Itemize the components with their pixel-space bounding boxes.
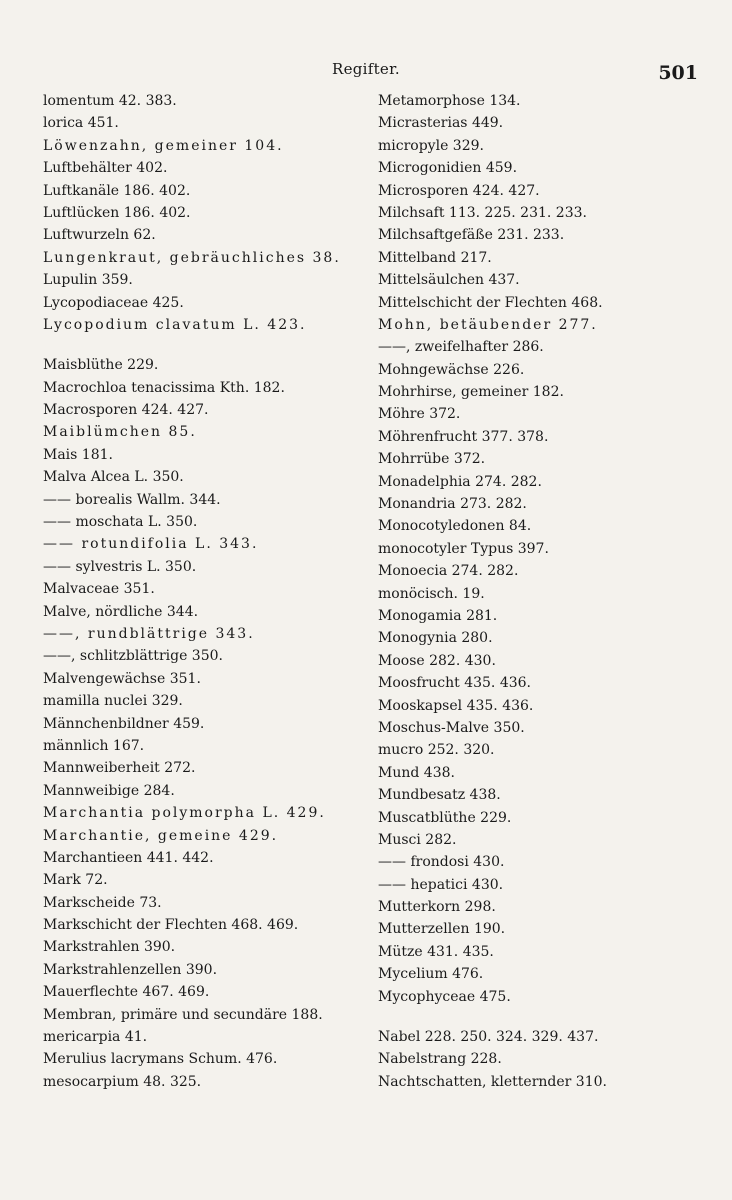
index-entry: —— sylvestris L. 350. <box>43 558 197 575</box>
index-entry: Moschus-Malve 350. <box>378 719 525 736</box>
index-entry: ——, zweifelhafter 286. <box>378 339 544 356</box>
index-entry: mamilla nuclei 329. <box>43 693 183 710</box>
index-entry: Mohrhirse, gemeiner 182. <box>378 384 564 401</box>
index-entry: lomentum 42. 383. <box>43 93 177 109</box>
index-entry: Monadelphia 274. 282. <box>378 473 542 490</box>
index-entry: Mannweiberheit 272. <box>43 760 196 777</box>
right-index-column <box>378 90 703 1093</box>
index-entry: Mutterzellen 190. <box>378 921 506 938</box>
index-entry: Mooskapsel 435. 436. <box>378 697 534 714</box>
index-entry: Moose 282. 430. <box>378 652 496 669</box>
index-entry: Lycopodium clavatum L. 423. <box>43 316 307 333</box>
left-index-column <box>43 90 368 1093</box>
index-entry: Nabelstrang 228. <box>378 1051 502 1068</box>
index-entry: Membran, primäre und secundäre 188. <box>43 1006 323 1023</box>
index-entry: Microsporen 424. 427. <box>378 182 540 199</box>
index-entry: Merulius lacrymans Schum. 476. <box>43 1051 278 1068</box>
index-entry: —— borealis Wallm. 344. <box>43 491 221 508</box>
index-entry: männlich 167. <box>43 737 145 754</box>
index-entry: Marchantia polymorpha L. 429. <box>43 805 326 822</box>
index-entry: Lungenkraut, gebräuchliches 38. <box>43 249 341 266</box>
index-entry: —— frondosi 430. <box>378 854 505 871</box>
index-entry: Luftkanäle 186. 402. <box>43 182 191 199</box>
index-entry: Lupulin 359. <box>43 272 133 289</box>
index-entry: Milchsaftgefäße 231. 233. <box>378 227 565 244</box>
index-entry: Maisblüthe 229. <box>43 357 159 374</box>
index-entry: Mycelium 476. <box>378 966 484 983</box>
index-entry: Möhrenfrucht 377. 378. <box>378 428 549 445</box>
index-entry: Möhre 372. <box>378 406 461 423</box>
index-entry: Mittelschicht der Flechten 468. <box>378 294 603 311</box>
index-entry: Markstrahlen 390. <box>43 939 176 956</box>
index-entry: Mütze 431. 435. <box>378 943 494 960</box>
index-entry: Mais 181. <box>43 446 113 463</box>
index-entry: Malva Alcea L. 350. <box>43 469 184 486</box>
index-entry: Mund 438. <box>378 764 455 781</box>
running-header: Regifter. <box>331 60 401 78</box>
index-entry: ——, schlitzblättrige 350. <box>43 648 223 665</box>
index-entry: Mutterkorn 298. <box>378 899 496 916</box>
index-entry: mericarpia 41. <box>43 1029 148 1046</box>
index-entry: Mauerflechte 467. 469. <box>43 984 210 1001</box>
index-entry: Markscheide 73. <box>43 894 162 911</box>
index-entry: Muscatblüthe 229. <box>378 809 512 826</box>
index-entry: Mycophyceae 475. <box>378 988 511 1005</box>
index-entry: Malvaceae 351. <box>43 581 155 598</box>
index-entry: Macrochloa tenacissima Kth. 182. <box>43 379 285 396</box>
index-entry: Malvengewächse 351. <box>43 670 201 687</box>
index-entry: lorica 451. <box>43 115 119 132</box>
index-entry: Monogynia 280. <box>378 630 493 647</box>
index-entry: mesocarpium 48. 325. <box>43 1073 202 1090</box>
index-entry: Milchsaft 113. 225. 231. 233. <box>378 204 587 221</box>
index-entry: Mittelband 217. <box>378 249 492 266</box>
index-entry: Mohngewächse 226. <box>378 361 525 378</box>
index-entry: Mittelsäulchen 437. <box>378 272 520 289</box>
index-entry: —— hepatici 430. <box>378 876 504 893</box>
index-entry: Micrasterias 449. <box>378 115 504 132</box>
page-number: 501 <box>658 62 698 84</box>
index-entry: Mohrrübe 372. <box>378 451 486 468</box>
index-entry: Mundbesatz 438. <box>378 787 501 804</box>
index-entry: Lycopodiaceae 425. <box>43 294 184 311</box>
index-entry: Luftbehälter 402. <box>43 160 168 177</box>
index-entry: ——, rundblättrige 343. <box>43 625 255 642</box>
index-entry: Luftlücken 186. 402. <box>43 204 191 221</box>
index-entry: Malve, nördliche 344. <box>43 603 199 620</box>
index-entry: Markstrahlenzellen 390. <box>43 961 218 978</box>
index-entry: Marchantieen 441. 442. <box>43 849 214 866</box>
index-entry: Moosfrucht 435. 436. <box>378 675 531 692</box>
index-entry: —— rotundifolia L. 343. <box>43 536 259 553</box>
index-entry: Monocotyledonen 84. <box>378 518 532 535</box>
index-entry: Monoecia 274. 282. <box>378 563 519 580</box>
index-entry: micropyle 329. <box>378 137 484 154</box>
index-entry: Löwenzahn, gemeiner 104. <box>43 137 284 154</box>
index-entry: Nachtschatten, kletternder 310. <box>378 1073 607 1090</box>
index-entry: mucro 252. 320. <box>378 742 495 759</box>
index-entry: Mohn, betäubender 277. <box>378 316 598 333</box>
index-entry: Macrosporen 424. 427. <box>43 402 209 419</box>
index-entry: —— moschata L. 350. <box>43 514 198 531</box>
index-entry: Musci 282. <box>378 831 457 848</box>
index-entry: monocotyler Typus 397. <box>378 540 549 557</box>
index-entry: Luftwurzeln 62. <box>43 227 156 244</box>
index-entry: Monandria 273. 282. <box>378 496 527 513</box>
index-entry: Mannweibige 284. <box>43 782 175 799</box>
index-entry: Monogamia 281. <box>378 607 498 624</box>
index-entry: Metamorphose 134. <box>378 93 521 109</box>
index-entry: Männchenbildner 459. <box>43 715 205 732</box>
index-entry: Mark 72. <box>43 872 108 889</box>
index-entry: Nabel 228. 250. 324. 329. 437. <box>378 1029 599 1046</box>
index-entry: Microgonidien 459. <box>378 160 518 177</box>
index-entry: monöcisch. 19. <box>378 585 485 602</box>
index-entry: Markschicht der Flechten 468. 469. <box>43 917 299 934</box>
index-entry: Marchantie, gemeine 429. <box>43 827 279 844</box>
index-entry: Maiblümchen 85. <box>43 424 197 441</box>
